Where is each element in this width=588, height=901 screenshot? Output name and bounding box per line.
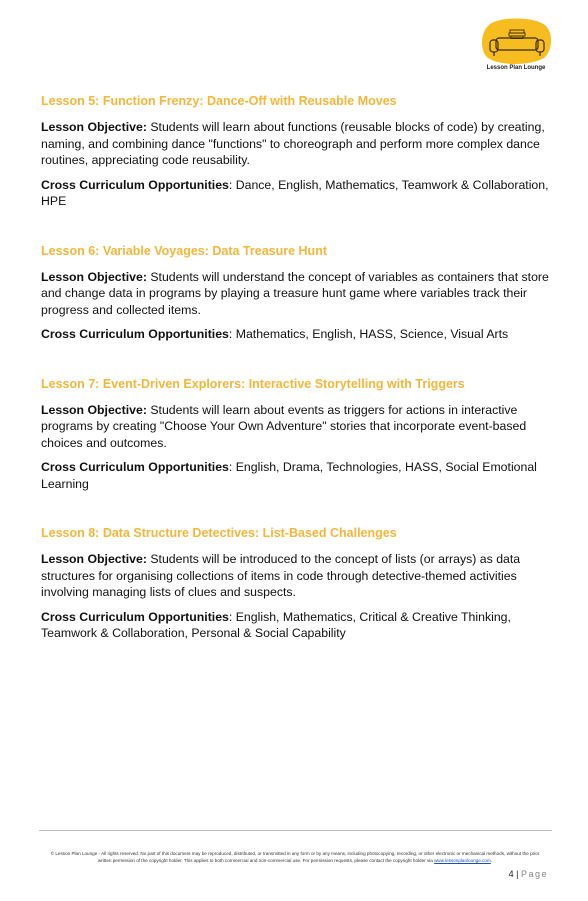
sofa-icon [478,18,554,66]
lesson-title: Lesson 6: Variable Voyages: Data Treasure Hunt [41,243,327,258]
lesson-5 [41,94,553,210]
objective-label: Lesson Objective: [41,402,147,417]
objective-text: Students will understand the concept of variables as containers that store and change data in programs by playing a treasure hunt game where variables track their progress and collected items. [41,269,549,317]
cross-curriculum [41,326,553,343]
lesson-objective [41,402,553,452]
page-word: Page [520,869,548,879]
footer-divider [39,830,552,831]
objective-label: Lesson Objective: [41,269,147,284]
cross-text: : Mathematics, English, HASS, Science, Visual Arts [228,327,509,341]
page-separator: | [513,869,521,879]
lesson-objective [41,269,553,319]
lesson-8 [41,526,553,642]
cross-text: : English, Drama, Technologies, HASS, Social Emotional Learning [41,460,537,491]
lesson-objective [41,119,553,169]
copyright-text: © Lesson Plan Lounge - All rights reserved. No part of this document may be reproduced, distributed, or transmitted in any form or by any means, including photocopying, recording, or other electronic or mechanical methods, without the prior written permission of the copyright holder. This applies to both commercial and non-commercial use. For permission requests, please contact the copyright holder via [50,851,540,864]
cross-label: Cross Curriculum Opportunities [41,327,229,341]
objective-label: Lesson Objective: [41,120,147,134]
logo-text: Lesson Plan Lounge [486,65,546,71]
footer-copyright [44,850,546,864]
page-number [509,869,548,879]
objective-text: Students will be introduced to the concept of lists (or arrays) as data structures for organising collections of items in code through detective-themed activities involving managing lists of clues and suspects. [41,552,521,599]
lesson-7 [41,377,553,493]
lesson-title: Lesson 7: Event-Driven Explorers: Interactive Storytelling with Triggers [41,376,465,391]
objective-label: Lesson Objective: [41,552,147,566]
objective-text: Students will learn about functions (reusable blocks of code) by creating, naming, and combining dance "functions" to choreograph and perform more complex dance routines, appreciating code reusability. [41,120,545,167]
lesson-title: Lesson 8: Data Structure Detectives: List-Based Challenges [41,526,397,540]
cross-text: : Dance, English, Mathematics, Teamwork & Collaboration, HPE [41,177,549,208]
cross-curriculum [41,609,553,642]
lessons-content [41,94,553,676]
website-link[interactable]: www.lessonplanlounge.com [434,858,491,864]
page-number-value: 4 [508,869,514,879]
lesson-6 [41,244,553,343]
cross-curriculum [41,459,553,492]
copyright-suffix: . [490,858,493,864]
cross-curriculum [41,177,553,210]
cross-text: : English, Mathematics, Critical & Creative Thinking, Teamwork & Collaboration, Personal & Social Capability [41,609,511,640]
cross-label: Cross Curriculum Opportunities [41,609,229,624]
lesson-objective [41,551,553,601]
lesson-title: Lesson 5: Function Frenzy: Dance-Off with Reusable Moves [41,94,397,108]
lesson-plan-lounge-logo [478,18,554,76]
objective-text: Students will learn about events as triggers for actions in interactive programs by creating "Choose Your Own Adventure" stories that incorporate event-based choices and outcomes. [41,402,527,450]
cross-label: Cross Curriculum Opportunities [41,177,229,192]
cross-label: Cross Curriculum Opportunities [41,460,229,474]
